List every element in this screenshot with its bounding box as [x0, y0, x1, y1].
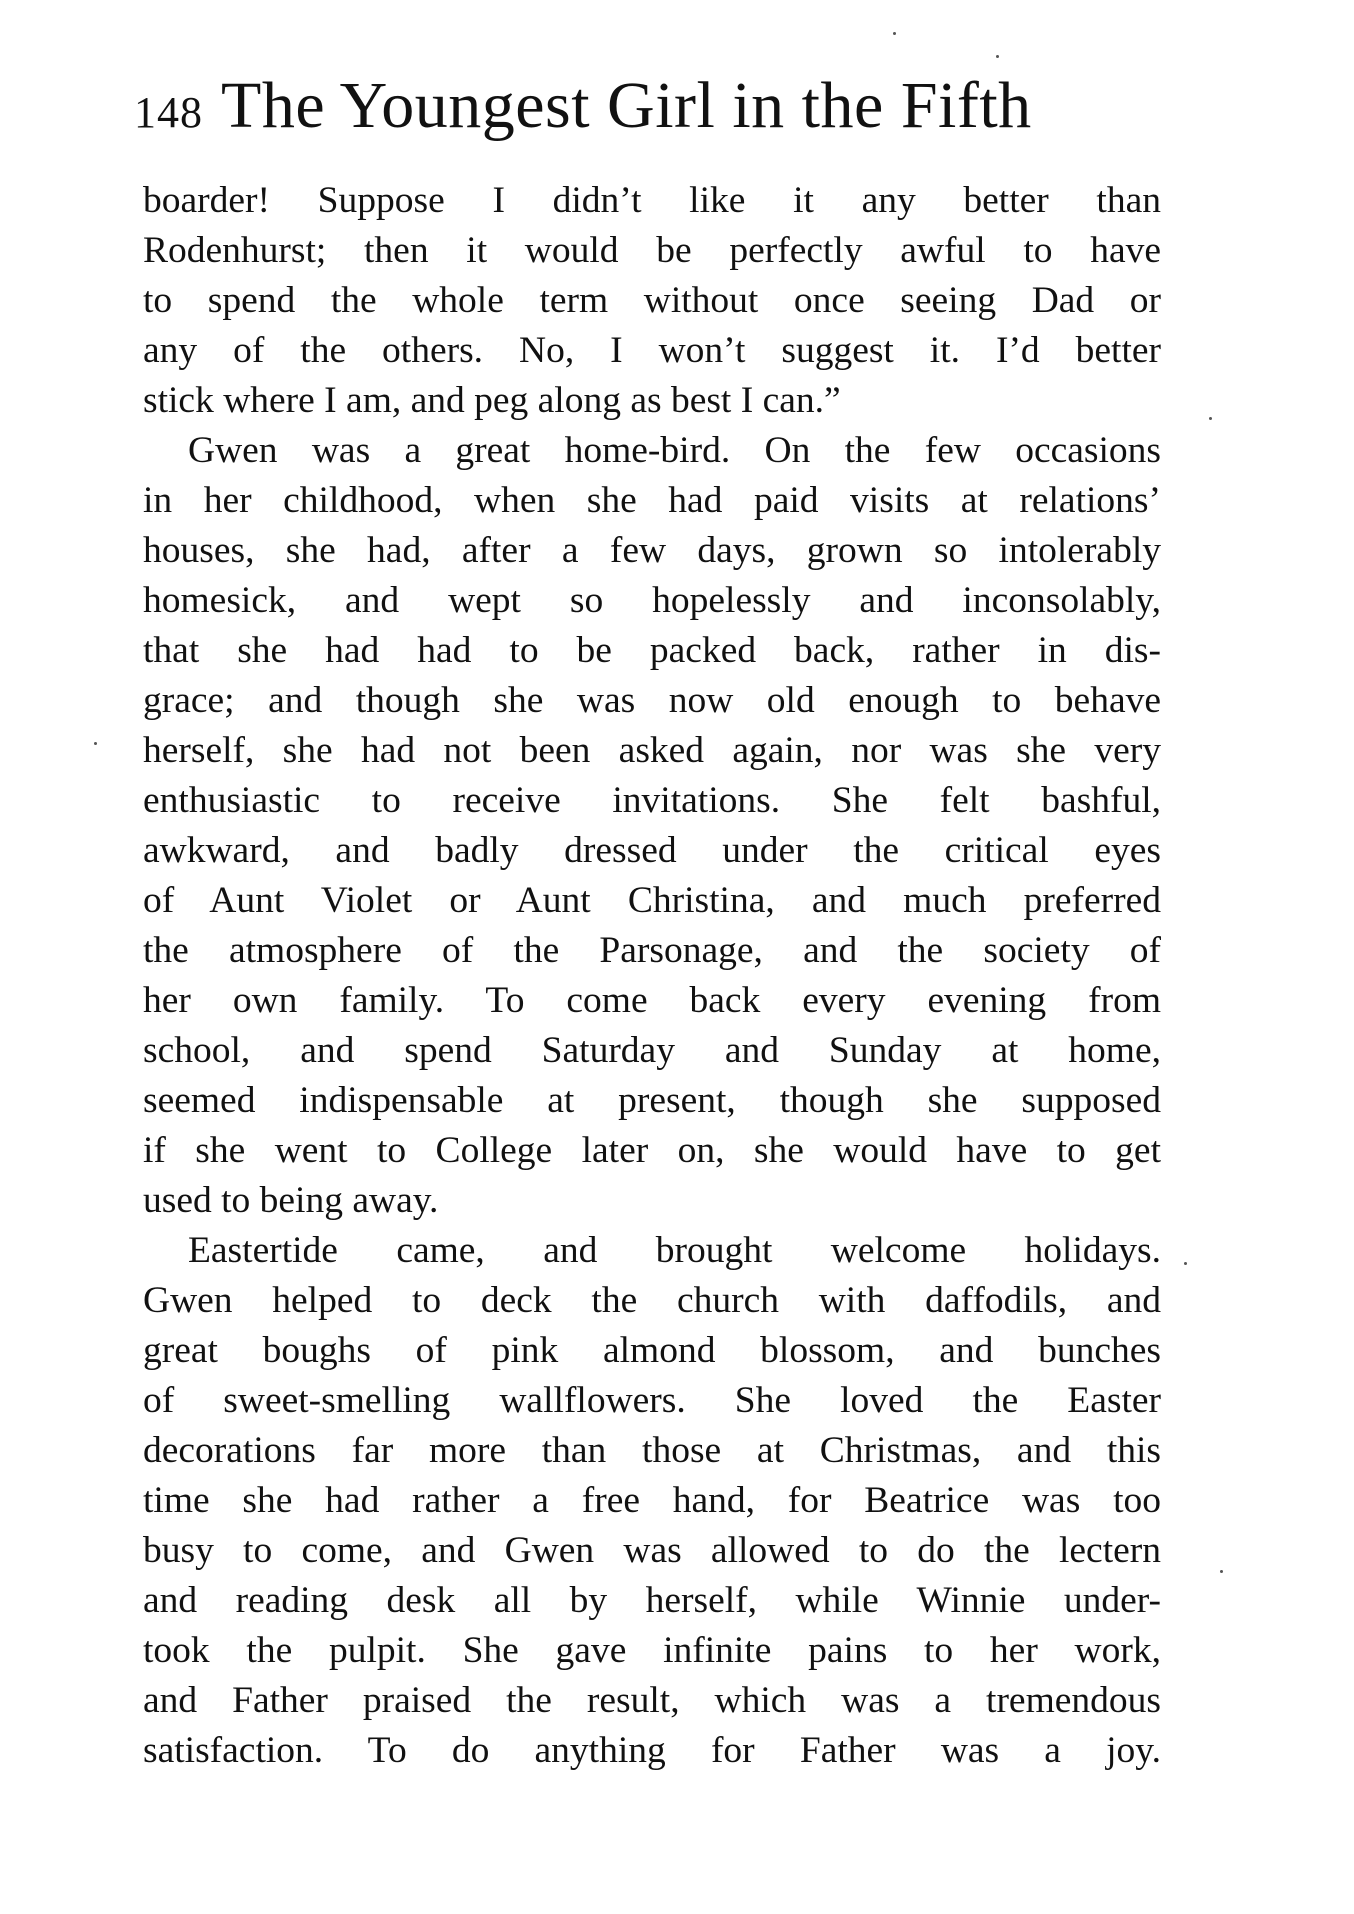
text-line: Gwen was a great home-bird. On the few occasions: [188, 430, 1161, 471]
running-head: [134, 68, 1174, 148]
text-line: herself, she had not been asked again, nor was she very: [143, 730, 1161, 771]
text-line: and Father praised the result, which was a tremendous: [143, 1680, 1161, 1721]
page-number: 148: [134, 88, 203, 137]
text-line: any of the others. No, I won’t suggest it. I’d better: [143, 330, 1161, 371]
text-line: awkward, and badly dressed under the critical eyes: [143, 830, 1161, 871]
text-line: of sweet-smelling wallflowers. She loved the Easter: [143, 1380, 1161, 1421]
text-line: in her childhood, when she had paid visits at relations’: [143, 480, 1161, 521]
text-line: time she had rather a free hand, for Beatrice was too: [143, 1480, 1161, 1521]
text-line: satisfaction. To do anything for Father was a joy.: [143, 1730, 1161, 1771]
text-line: busy to come, and Gwen was allowed to do the lectern: [143, 1530, 1161, 1571]
text-line: houses, she had, after a few days, grown so intolerably: [143, 530, 1161, 571]
text-line: the atmosphere of the Parsonage, and the society of: [143, 930, 1161, 971]
text-line: that she had had to be packed back, rather in dis-: [143, 630, 1161, 671]
scan-speck: [1220, 1570, 1223, 1573]
scan-speck: [1184, 1262, 1187, 1265]
text-line: of Aunt Violet or Aunt Christina, and much preferred: [143, 880, 1161, 921]
text-line: decorations far more than those at Christmas, and this: [143, 1430, 1161, 1471]
scan-speck: [893, 32, 896, 35]
scan-speck: [996, 55, 999, 58]
text-line: Eastertide came, and brought welcome holidays.: [188, 1230, 1161, 1271]
running-title: The Youngest Girl in the Fifth: [221, 69, 1032, 142]
text-line: boarder! Suppose I didn’t like it any better than: [143, 180, 1161, 221]
text-line: homesick, and wept so hopelessly and inconsolably,: [143, 580, 1161, 621]
text-line: great boughs of pink almond blossom, and bunches: [143, 1330, 1161, 1371]
text-line: and reading desk all by herself, while Winnie under-: [143, 1580, 1161, 1621]
text-line: took the pulpit. She gave infinite pains to her work,: [143, 1630, 1161, 1671]
text-line: her own family. To come back every evening from: [143, 980, 1161, 1021]
text-line: school, and spend Saturday and Sunday at home,: [143, 1030, 1161, 1071]
text-line: to spend the whole term without once seeing Dad or: [143, 280, 1161, 321]
text-line: Gwen helped to deck the church with daffodils, and: [143, 1280, 1161, 1321]
text-line: used to being away.: [143, 1180, 439, 1221]
body-text: [143, 176, 1161, 1776]
text-line: grace; and though she was now old enough to behave: [143, 680, 1161, 721]
text-line: stick where I am, and peg along as best I can.”: [143, 380, 841, 421]
scan-speck: [94, 742, 97, 745]
scan-speck: [1209, 417, 1212, 420]
text-line: if she went to College later on, she would have to get: [143, 1130, 1161, 1171]
text-line: seemed indispensable at present, though she supposed: [143, 1080, 1161, 1121]
text-line: enthusiastic to receive invitations. She felt bashful,: [143, 780, 1161, 821]
text-line: Rodenhurst; then it would be perfectly awful to have: [143, 230, 1161, 271]
